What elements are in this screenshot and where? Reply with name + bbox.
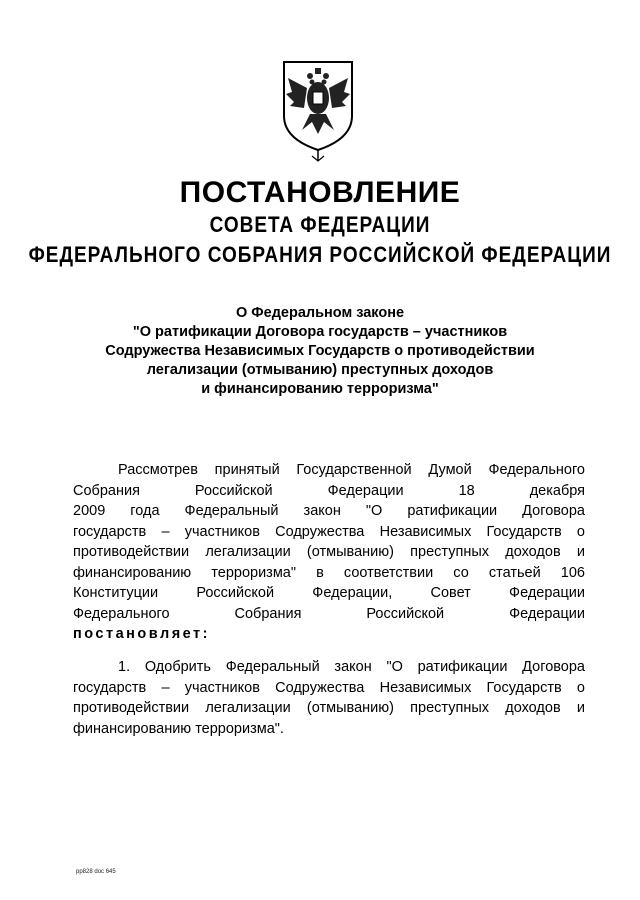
text-line: государств – участников Содружества Независимых Государств о [73, 523, 585, 540]
subject-line: и финансированию терроризма" [201, 381, 439, 397]
text-line: противодействии легализации (отмыванию) преступных доходов и [73, 700, 585, 716]
subject-line: "О ратификации Договора государств – участников [132, 324, 508, 340]
preamble-paragraph [73, 460, 585, 645]
document-reference: pp828 doc 645 [76, 869, 116, 875]
text-line: Федерального Собрания Российской Федерации [73, 605, 585, 622]
text-line: Конституции Российской Федерации, Совет Федерации [73, 585, 585, 601]
text-line: финансированию терроризма" в соответствии со статьей 106 [73, 564, 585, 581]
text-line: Рассмотрев принятый Государственной Думой Федерального [118, 462, 585, 478]
text-line: противодействии легализации (отмыванию) преступных доходов и [73, 544, 585, 560]
issuer-line-1: СОВЕТА ФЕДЕРАЦИИ [209, 213, 431, 238]
text-line: государств – участников Содружества Независимых Государств о [73, 679, 585, 696]
subject-line: О Федеральном законе [235, 305, 405, 321]
issuer-line-2: ФЕДЕРАЛЬНОГО СОБРАНИЯ РОССИЙСКОЙ ФЕДЕРАЦИИ [28, 243, 612, 268]
clause-1-paragraph [73, 657, 585, 739]
text-line: 2009 года Федеральный закон "О ратификации Договора [73, 503, 585, 519]
document-title: ПОСТАНОВЛЕНИЕ [179, 176, 461, 209]
text-line: финансированию терроризма". [73, 720, 284, 737]
text-line: 1. Одобрить Федеральный закон "О ратификации Договора [118, 659, 585, 675]
coat-of-arms-icon [280, 58, 356, 162]
subject-line: легализации (отмыванию) преступных доходов [146, 362, 494, 378]
resolution-subject [80, 304, 560, 399]
subject-line: Содружества Независимых Государств о противодействии [105, 343, 535, 359]
text-line: Собрания Российской Федерации 18 декабря [73, 482, 585, 499]
resolves-word: постановляет: [73, 626, 210, 642]
